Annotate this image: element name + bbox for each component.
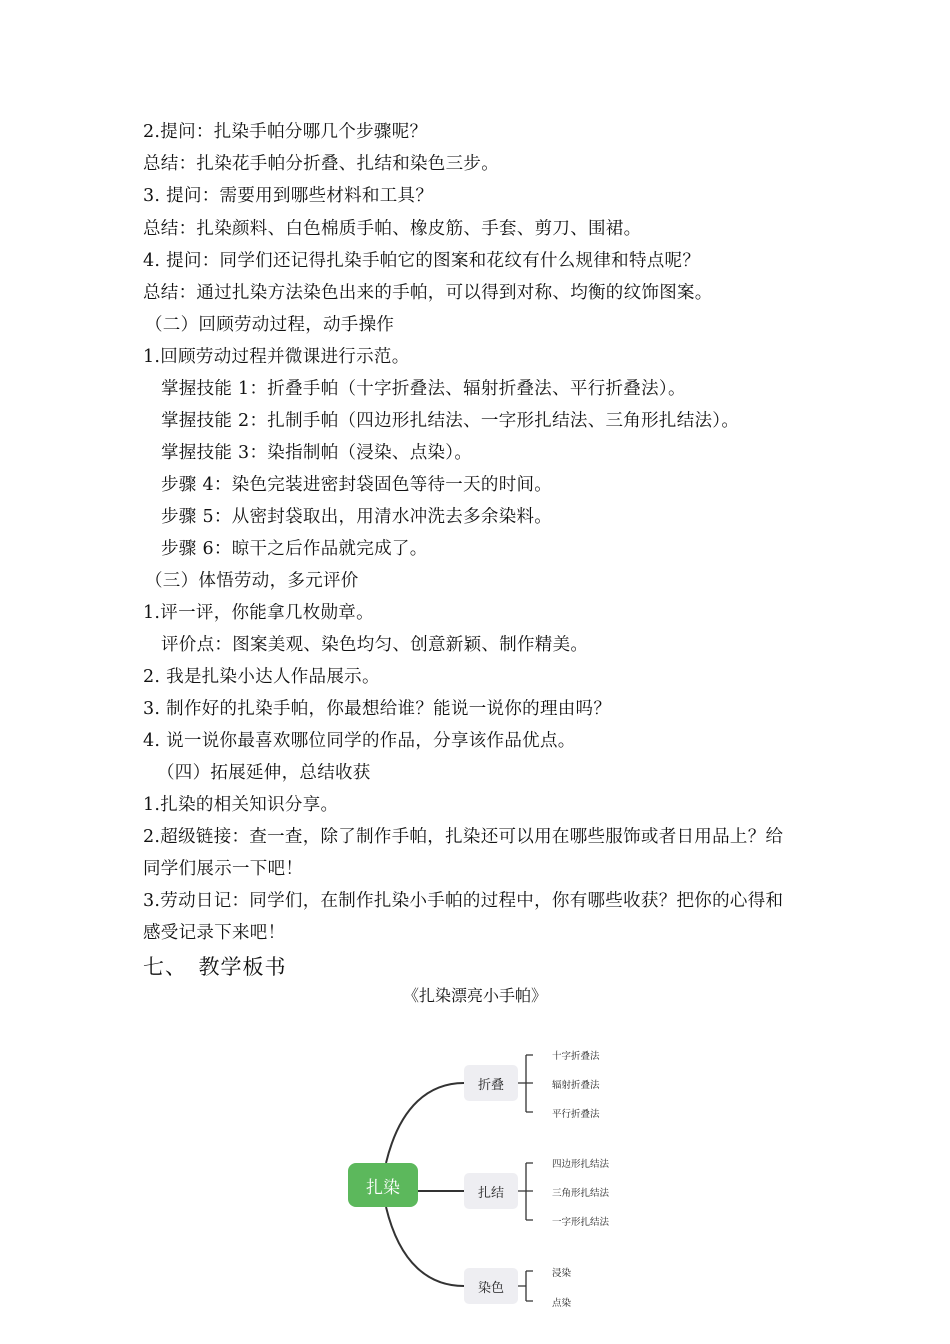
mindmap-leaf: 一字形扎结法 xyxy=(552,1217,610,1228)
text-line: 4. 提问：同学们还记得扎染手帕它的图案和花纹有什么规律和特点呢？ xyxy=(143,251,701,271)
mindmap-leaf: 点染 xyxy=(552,1298,572,1309)
text-line: 掌握技能 3：染指制帕（浸染、点染）。 xyxy=(161,443,473,463)
text-line: 1.回顾劳动过程并微课进行示范。 xyxy=(143,347,410,367)
mindmap-root-node: 扎染 xyxy=(348,1163,418,1207)
text-line: 掌握技能 2：扎制手帕（四边形扎结法、一字形扎结法、三角形扎结法）。 xyxy=(161,411,740,431)
text-line: 3.劳动日记：同学们，在制作扎染小手帕的过程中，你有哪些收获？把你的心得和 xyxy=(143,891,784,911)
text-line: 1.扎染的相关知识分享。 xyxy=(143,795,339,815)
mindmap-branch-tie: 扎结 xyxy=(464,1173,518,1209)
text-line: 步骤 4：染色完装进密封袋固色等待一天的时间。 xyxy=(161,475,553,495)
mindmap-branch-fold: 折叠 xyxy=(464,1065,518,1101)
mindmap-leaf: 四边形扎结法 xyxy=(552,1159,610,1170)
subsection-title: （四）拓展延伸，总结收获 xyxy=(157,763,371,783)
bracket-tie xyxy=(518,1163,533,1220)
text-line: 3. 提问：需要用到哪些材料和工具？ xyxy=(143,186,434,206)
text-line: 2.超级链接：查一查，除了制作手帕，扎染还可以用在哪些服饰或者日用品上？给 xyxy=(143,827,784,847)
text-line: 同学们展示一下吧！ xyxy=(143,859,304,879)
connector-root-dye xyxy=(386,1207,464,1286)
bracket-dye xyxy=(518,1271,533,1301)
text-line: 4. 说一说你最喜欢哪位同学的作品，分享该作品优点。 xyxy=(143,731,576,751)
text-line: 1.评一评，你能拿几枚勋章。 xyxy=(143,603,374,623)
text-line: 总结：扎染花手帕分折叠、扎结和染色三步。 xyxy=(143,154,499,174)
text-line: 步骤 5：从密封袋取出，用清水冲洗去多余染料。 xyxy=(161,507,553,527)
text-line: 掌握技能 1：折叠手帕（十字折叠法、辐射折叠法、平行折叠法）。 xyxy=(161,379,686,399)
connector-root-fold xyxy=(386,1083,464,1163)
mindmap-leaf: 平行折叠法 xyxy=(552,1109,600,1120)
mindmap-leaf: 辐射折叠法 xyxy=(552,1080,600,1091)
text-line: 3. 制作好的扎染手帕，你最想给谁？能说一说你的理由吗？ xyxy=(143,699,612,719)
bracket-fold xyxy=(518,1055,533,1112)
text-line: 总结：通过扎染方法染色出来的手帕，可以得到对称、均衡的纹饰图案。 xyxy=(143,283,713,303)
text-line: 感受记录下来吧！ xyxy=(143,923,286,943)
mindmap-branch-dye: 染色 xyxy=(464,1268,518,1304)
text-line: 2. 我是扎染小达人作品展示。 xyxy=(143,667,380,687)
mind-map xyxy=(330,1035,650,1335)
mindmap-leaf: 三角形扎结法 xyxy=(552,1188,610,1199)
mindmap-leaf: 十字折叠法 xyxy=(552,1051,600,1062)
section-heading: 七、 教学板书 xyxy=(143,955,287,979)
text-line: 评价点：图案美观、染色均匀、创意新颖、制作精美。 xyxy=(161,635,589,655)
subsection-title: （二）回顾劳动过程，动手操作 xyxy=(145,315,395,335)
subsection-title: （三）体悟劳动，多元评价 xyxy=(145,571,359,591)
text-line: 总结：扎染颜料、白色棉质手帕、橡皮筋、手套、剪刀、围裙。 xyxy=(143,219,642,239)
mindmap-leaf: 浸染 xyxy=(552,1268,572,1279)
board-title: 《扎染漂亮小手帕》 xyxy=(402,986,547,1005)
text-line: 2.提问：扎染手帕分哪几个步骤呢？ xyxy=(143,122,428,142)
text-line: 步骤 6：晾干之后作品就完成了。 xyxy=(161,539,428,559)
